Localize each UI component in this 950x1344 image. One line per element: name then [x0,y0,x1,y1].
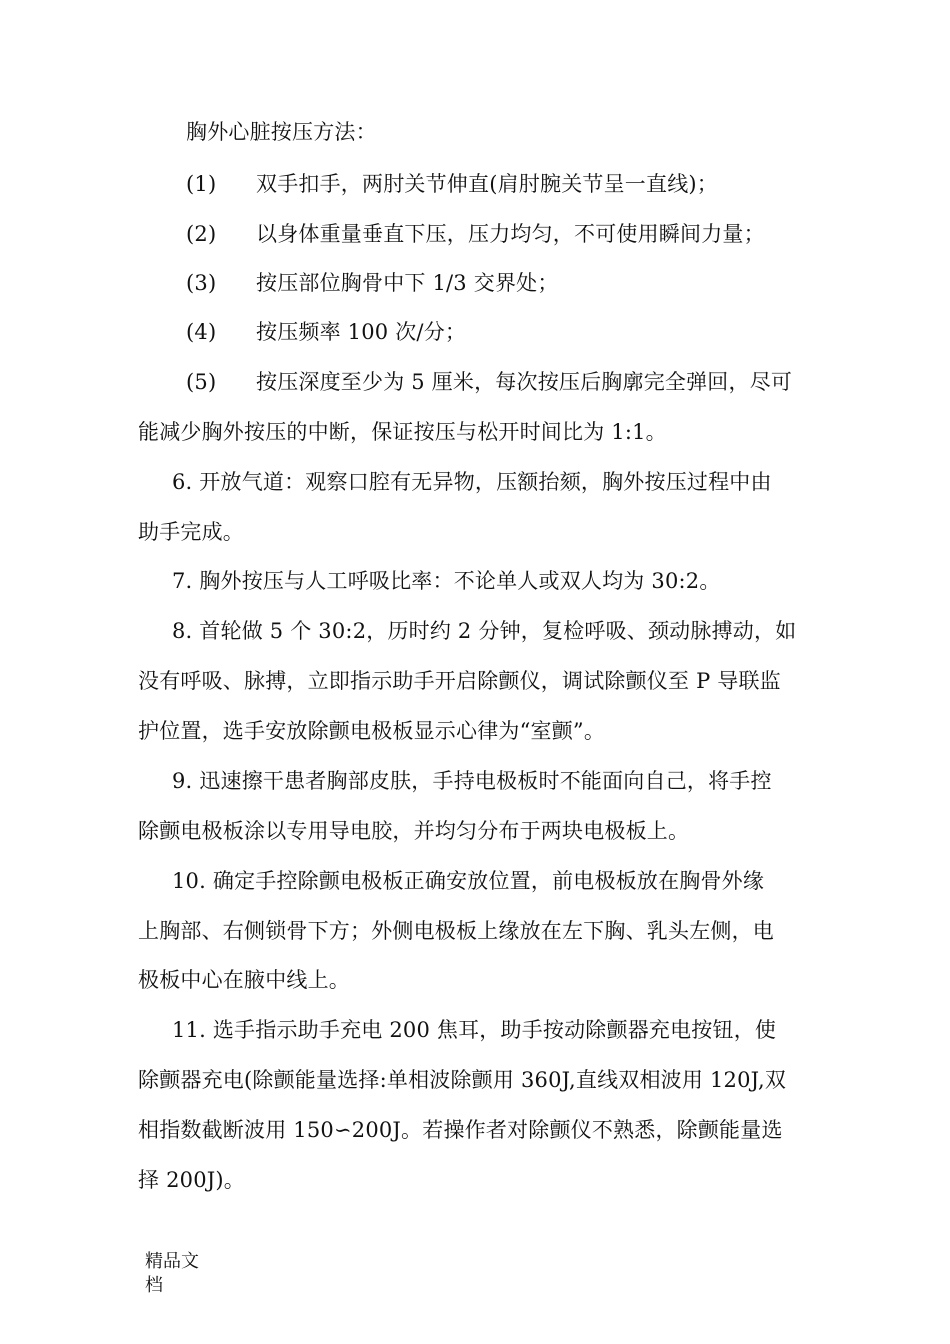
item-9-line-1: 9. 迅速擦干患者胸部皮肤，手持电极板时不能面向自己，将手控 [172,769,772,793]
sub-item-3 [186,269,876,297]
item-6-line-1: 6. 开放气道：观察口腔有无异物，压额抬颏，胸外按压过程中由 [172,470,772,494]
item-10-line-2: 上胸部、右侧锁骨下方；外侧电极板上缘放在左下胸、乳头左侧，电 [138,919,774,943]
sub-item-4 [186,318,876,346]
item-6-line-2: 助手完成。 [138,520,244,544]
item-7-line-1: 7. 胸外按压与人工呼吸比率：不论单人或双人均为 30:2。 [172,569,721,593]
item-11-line-1: 11. 选手指示助手充电 200 焦耳，助手按动除颤器充电按钮，使 [172,1018,777,1042]
sub-item-number: (1) [186,172,217,196]
sub-item-5 [186,368,876,396]
item-11-line-3: 相指数截断波用 150∽200J。若操作者对除颤仪不熟悉，除颤能量选 [138,1118,783,1142]
sub-item-2 [186,220,876,248]
item-8-line-3: 护位置，选手安放除颤电极板显示心律为“室颤”。 [138,719,606,743]
sub-item-text: 双手扣手，两肘关节伸直(肩肘腕关节呈一直线)； [256,172,718,196]
sub-item-number: (5) [186,370,217,394]
sub-item-1 [186,170,876,198]
sub-item-text: 按压频率 100 次/分； [256,320,467,344]
sub-item-number: (4) [186,320,217,344]
item-10-line-1: 10. 确定手控除颤电极板正确安放位置，前电极板放在胸骨外缘 [172,869,765,893]
item-11-line-2: 除颤器充电(除颤能量选择:单相波除颤用 360J,直线双相波用 120J,双 [138,1068,787,1092]
item-10-line-3: 极板中心在腋中线上。 [138,968,350,992]
item-8-line-1: 8. 首轮做 5 个 30:2，历时约 2 分钟，复检呼吸、颈动脉搏动，如 [172,619,797,643]
section-heading: 胸外心脏按压方法： [186,120,377,144]
sub-item-5-continuation: 能减少胸外按压的中断，保证按压与松开时间比为 1:1。 [138,420,667,444]
sub-item-text: 按压深度至少为 5 厘米，每次按压后胸廓完全弹回，尽可 [256,370,793,394]
item-8-line-2: 没有呼吸、脉搏，立即指示助手开启除颤仪，调试除颤仪至 P 导联监 [138,669,781,693]
item-11-line-4: 择 200J)。 [138,1168,245,1192]
sub-item-text: 按压部位胸骨中下 1/3 交界处； [256,271,559,295]
sub-item-text: 以身体重量垂直下压，压力均匀，不可使用瞬间力量； [256,222,765,246]
sub-item-number: (3) [186,271,217,295]
item-9-line-2: 除颤电极板涂以专用导电胶，并均匀分布于两块电极板上。 [138,819,690,843]
footer-label: 精品文档 [145,1251,199,1296]
sub-item-number: (2) [186,222,217,246]
